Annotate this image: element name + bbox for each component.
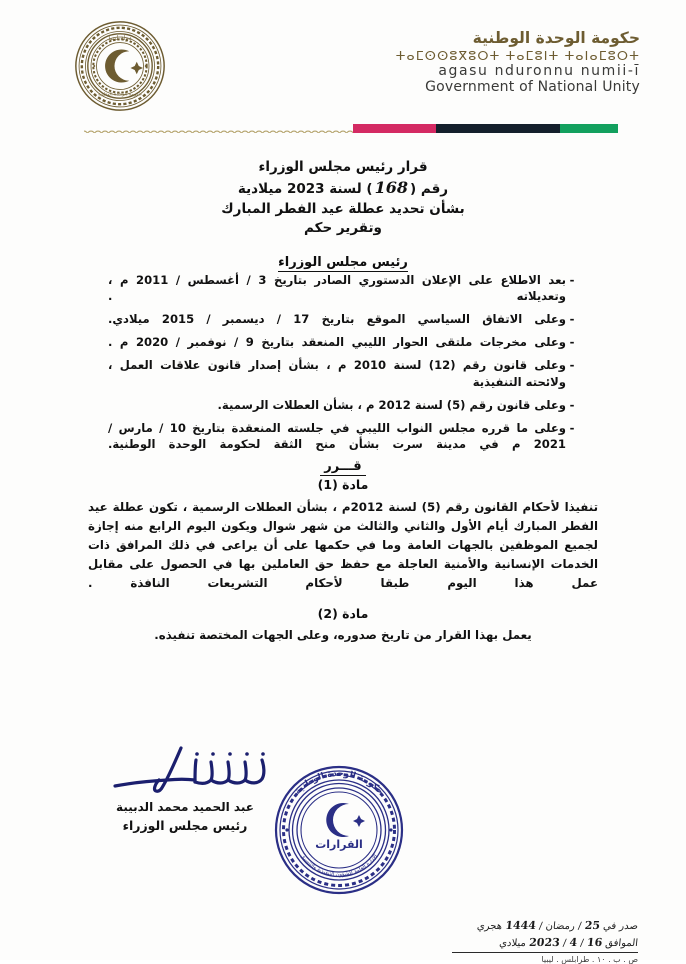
preamble-clause — [108, 311, 578, 327]
clause-text: وعلى ما قرره مجلس النواب الليبي في جلسته المنعقدة بتاريخ 10 / مارس / 2021 م في مدينة سرت بشأن منح الثقة لحكومة الوحدة الوطنية. — [108, 420, 566, 452]
preamble-heading-text: رئيس مجلس الوزراء — [278, 255, 408, 270]
rule-bar-green-segment — [560, 124, 618, 133]
decree-number-value: 168 — [374, 178, 408, 198]
decree-subject-line: بشأن تحديد عطلة عيد الفطر المبارك — [221, 200, 465, 217]
emblem-container — [0, 18, 240, 112]
header-title-arabic: حكومة الوحدة الوطنية — [472, 29, 640, 47]
signature-block — [80, 742, 290, 833]
document-header — [0, 18, 686, 118]
article-2-text: يعمل بهذا القرار من تاريخ صدوره، وعلى الجهات المختصة تنفيذه. — [154, 628, 532, 642]
header-title-english: Government of National Unity — [425, 79, 640, 96]
gregorian-suffix: ميلادي — [498, 937, 527, 949]
hijri-date-line — [397, 918, 639, 935]
header-title-latin: agasu nduronnu numii-ī — [438, 63, 640, 80]
rule-bar-red-segment — [353, 124, 436, 133]
svg-text:دولة ليبيا: دولة ليبيا — [108, 34, 132, 43]
greg-sep-2: / — [562, 937, 567, 949]
preamble-clause-list — [108, 272, 578, 459]
clause-dash: - — [569, 358, 575, 373]
hijri-prefix: صدر في — [602, 921, 639, 932]
gregorian-date-line — [397, 935, 639, 952]
signatory-role: رئيس مجلس الوزراء — [122, 818, 248, 833]
svg-text:حكومة الوحدة الوطنية: حكومة الوحدة الوطنية — [98, 92, 142, 98]
decree-number-prefix: رقم ( — [410, 181, 449, 198]
decree-number-line — [0, 177, 686, 200]
preamble-clause — [108, 272, 578, 305]
decree-number-suffix: ) لسنة 2023 ميلادية — [237, 181, 373, 198]
decree-title-line-1: قرار رئيس مجلس الوزراء — [258, 159, 428, 175]
hijri-suffix: هجري — [476, 921, 503, 932]
preamble-heading — [0, 251, 686, 270]
article-1-text: تنفيذا لأحكام القانون رقم (5) لسنة 2012م ، بشأن العطلات الرسمية ، تكون عطلة عيد الفطر المبارك أيام الأول والثاني والثالث من شهر شوال ويكون اليوم الرابع منه إجازة لجميع الموظفين بالجهات العامة وما في حكمها على أن يراعى في ذلك المرافق ذات الخدمات الإنسانية والأمنية العاجلة مع حفظ حق العاملين بها في الحصول على مقابل عمل هذا اليوم طبقا لأحكام التشريعات النافذة . — [88, 500, 599, 591]
decree-title-block — [0, 158, 686, 238]
decree-ruling-line: وتقرير حكم — [304, 220, 382, 237]
clause-dash: - — [569, 397, 575, 412]
decided-word: قـــرر — [320, 459, 365, 476]
hijri-year: 1444 — [504, 919, 537, 932]
clause-dash: - — [569, 420, 575, 435]
gregorian-month: 4 — [568, 935, 578, 949]
clause-text: وعلى الاتفاق السياسي الموقع بتاريخ 17 / ديسمبر / 2015 ميلادي. — [108, 312, 566, 327]
signatory-name: عبد الحميد محمد الدبيبة — [116, 800, 254, 814]
hijri-sep-1: / — [577, 921, 582, 932]
header-title-group — [240, 18, 650, 95]
date-underline — [452, 952, 638, 953]
footer-address-note: ص . ب . ١٠ . طرابلس . ليبيا — [541, 955, 638, 964]
greg-sep-1: / — [579, 937, 585, 949]
clause-text: بعد الاطلاع على الإعلان الدستوري الصادر بتاريخ 3 / أغسطس / 2011 م ، وتعديلاته . — [108, 273, 566, 304]
decided-word-block — [0, 455, 686, 474]
official-round-stamp-icon — [268, 760, 410, 900]
clause-text: وعلى قانون رقم (5) لسنة 2012 م ، بشأن العطلات الرسمية. — [217, 397, 566, 412]
preamble-clause — [108, 334, 578, 350]
preamble-clause — [108, 357, 578, 390]
hijri-day: 25 — [584, 919, 601, 932]
clause-dash: - — [569, 273, 575, 287]
rule-bar-chain-ornament — [84, 124, 353, 133]
gregorian-label: الموافق — [604, 937, 639, 949]
gregorian-day: 16 — [586, 935, 603, 949]
gregorian-year: 2023 — [528, 935, 561, 949]
svg-text:القرارات: القرارات — [315, 838, 363, 851]
clause-text: وعلى مخرجات ملتقى الحوار الليبي المنعقد بتاريخ 9 / نوفمبر / 2020 م . — [108, 335, 566, 350]
rule-bar-black-segment — [436, 124, 560, 133]
article-1-heading: مادة (1) — [317, 477, 369, 492]
hijri-sep-2: / — [538, 921, 543, 932]
clause-text: وعلى قانون رقم (12) لسنة 2010 م ، بشأن إصدار قانون علاقات العمل ، ولائحته التنفيذية — [108, 358, 566, 389]
preamble-clause — [108, 420, 578, 453]
libya-state-emblem-icon — [74, 20, 166, 112]
svg-text:حكومة الوحدة الوطنية: حكومة الوحدة الوطنية — [292, 768, 386, 797]
header-rule-bar — [84, 124, 618, 133]
clause-dash: - — [569, 312, 575, 327]
handwritten-signature-icon — [80, 742, 290, 798]
handwritten-date-block — [398, 918, 638, 964]
article-2-heading: مادة (2) — [317, 606, 369, 621]
header-title-tifinagh: ⵜⴰⵎⵙⵙⵓⴳⵓⵔⵜ ⵜⴰⵎⵓⵏⵜ ⵜⴰⵏⴰⵎⵓⵔⵜ — [395, 47, 640, 63]
clause-dash: - — [569, 335, 575, 350]
svg-text:الإدارة العامة للشؤون التنفيذي: الإدارة العامة للشؤون التنفيذية والتنسيق — [299, 853, 379, 879]
hijri-month: رمضان — [545, 921, 576, 932]
preamble-clause — [108, 397, 578, 413]
